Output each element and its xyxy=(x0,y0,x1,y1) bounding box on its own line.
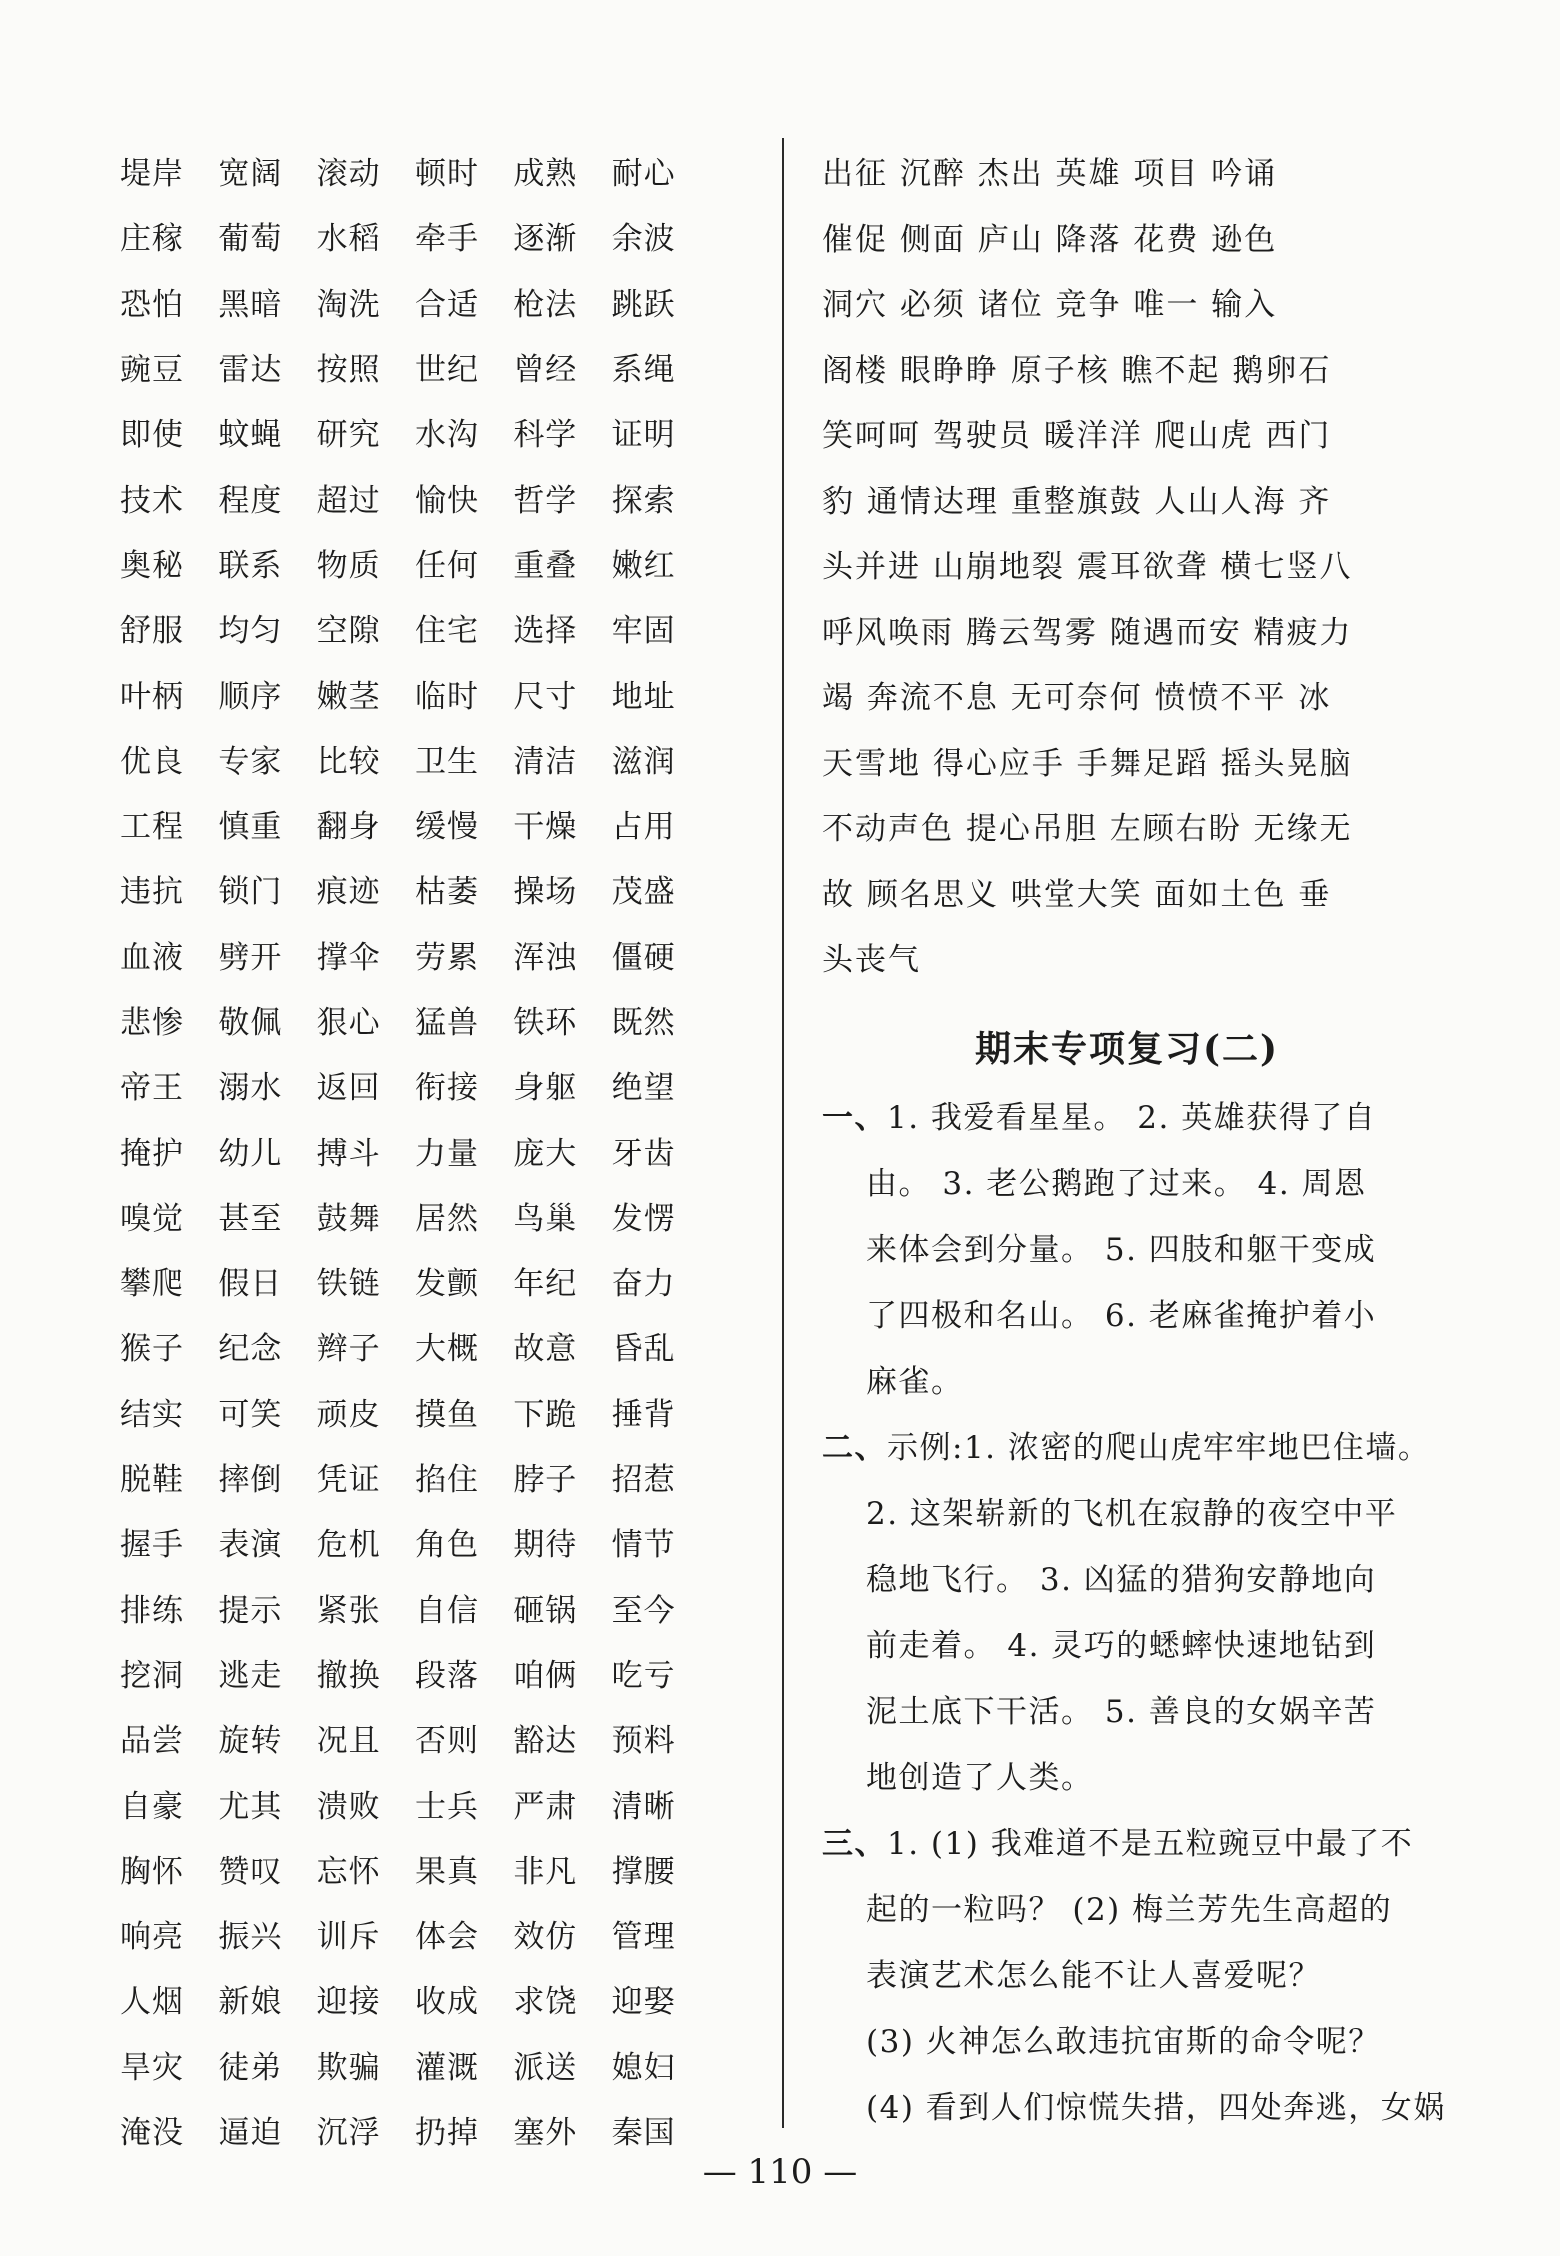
vocab-word: 顿时 xyxy=(414,156,479,193)
vocab-word: 溃败 xyxy=(316,1788,381,1825)
vocab-word: 狠心 xyxy=(316,1005,381,1041)
vocab-word: 超过 xyxy=(316,482,381,519)
answer-line: 1. (1) 我难道不是五粒豌豆中最了不 xyxy=(887,1826,1414,1862)
vocab-word: 咱俩 xyxy=(513,1657,578,1694)
vocab-word: 枪法 xyxy=(513,286,578,323)
vocab-word: 扔掉 xyxy=(414,2115,479,2152)
vocab-row xyxy=(120,1575,710,1640)
vocab-word: 提示 xyxy=(218,1592,283,1629)
vocab-word: 茂盛 xyxy=(611,874,676,911)
vocab-word: 段落 xyxy=(414,1657,479,1694)
vocab-word: 即使 xyxy=(120,417,184,454)
vocab-word: 滚动 xyxy=(316,156,381,193)
answer-line: 前走着。 4. 灵巧的蟋蟀快速地钻到 xyxy=(866,1628,1377,1664)
vocab-word: 系绳 xyxy=(611,352,676,389)
vocab-word: 嫩茎 xyxy=(316,678,381,715)
vocab-word: 逐渐 xyxy=(513,221,578,258)
vocab-word: 嗅觉 xyxy=(120,1200,184,1237)
vocab-row xyxy=(120,203,710,268)
vocab-word: 否则 xyxy=(414,1723,479,1760)
vocab-word: 招惹 xyxy=(611,1462,676,1499)
vocab-word: 振兴 xyxy=(218,1919,283,1956)
vocab-word: 黑暗 xyxy=(218,286,283,323)
vocab-word: 收成 xyxy=(414,1984,479,2021)
vocab-word: 耐心 xyxy=(611,156,676,193)
vocab-word: 自豪 xyxy=(120,1788,184,1825)
vocab-word: 管理 xyxy=(611,1919,676,1956)
answer-line: 地创造了人类。 xyxy=(866,1760,1094,1796)
vocab-word: 果真 xyxy=(414,1853,479,1890)
vocab-word: 媳妇 xyxy=(611,2049,676,2086)
idiom-line: 竭 奔流不息 无可奈何 愤愤不平 冰 xyxy=(822,680,1332,717)
vocab-word: 发颤 xyxy=(414,1266,479,1303)
vocab-word: 技术 xyxy=(120,482,184,519)
vocab-word: 鸟巢 xyxy=(513,1200,578,1237)
vocab-word: 自信 xyxy=(414,1592,479,1629)
vocab-word: 掩护 xyxy=(120,1135,184,1172)
vocab-word: 研究 xyxy=(316,417,381,454)
vocab-word: 迎接 xyxy=(316,1984,381,2021)
vocab-word: 大概 xyxy=(414,1331,479,1368)
vocab-word: 水稻 xyxy=(316,221,381,258)
vocab-word: 幼儿 xyxy=(218,1135,283,1172)
vocab-word: 昏乱 xyxy=(611,1331,676,1368)
vocab-row xyxy=(120,922,710,987)
answer-section-one xyxy=(822,1082,1432,1412)
vocab-word: 淘洗 xyxy=(316,286,381,323)
vocab-word: 牙齿 xyxy=(611,1135,676,1172)
vocab-word: 血液 xyxy=(120,939,184,976)
vocab-word: 选择 xyxy=(513,613,578,650)
vocab-word: 训斥 xyxy=(316,1919,381,1956)
page-number: — 110 — xyxy=(702,2152,858,2192)
vocab-word: 摔倒 xyxy=(218,1462,283,1499)
vocab-word: 返回 xyxy=(316,1070,381,1107)
vocab-word: 欺骗 xyxy=(316,2049,381,2086)
vocab-word: 派送 xyxy=(513,2049,578,2086)
vocab-row xyxy=(120,1117,710,1182)
vocab-word: 非凡 xyxy=(513,1853,578,1890)
section-number: 三、 xyxy=(822,1826,887,1862)
vocab-word: 况且 xyxy=(316,1723,381,1760)
vocab-word: 成熟 xyxy=(513,156,578,193)
answer-line: (4) 看到人们惊慌失措，四处奔逃，女娲 xyxy=(866,2090,1446,2126)
vocab-row xyxy=(120,1052,710,1117)
vocab-word: 攀爬 xyxy=(120,1266,184,1303)
vocab-row xyxy=(120,595,710,660)
vocab-row xyxy=(120,399,710,464)
vocab-word: 均匀 xyxy=(218,613,283,650)
answer-line: 2. 这架崭新的飞机在寂静的夜空中平 xyxy=(866,1496,1398,1532)
vocab-line: 阁楼 眼睁睁 原子核 瞧不起 鹅卵石 xyxy=(822,352,1332,389)
vocab-word: 淹没 xyxy=(120,2115,184,2152)
vocab-word: 干燥 xyxy=(513,809,578,846)
vocab-word: 人烟 xyxy=(120,1984,184,2021)
vocab-word: 劳累 xyxy=(414,939,479,976)
answer-section-three xyxy=(822,1808,1446,2138)
answer-section-two xyxy=(822,1412,1432,1808)
vocab-word: 翻身 xyxy=(316,809,381,846)
vocab-line: 出征 沉醉 杰出 英雄 项目 吟诵 xyxy=(822,156,1278,193)
vocab-row xyxy=(120,987,710,1052)
vocab-word: 庄稼 xyxy=(120,221,184,258)
vocab-word: 水沟 xyxy=(414,417,479,454)
vocab-word: 任何 xyxy=(414,547,479,584)
vocab-word: 灌溉 xyxy=(414,2049,479,2086)
answer-line: 示例:1. 浓密的爬山虎牢牢地巴住墙。 xyxy=(887,1430,1431,1466)
vocab-word: 痕迹 xyxy=(316,874,381,911)
vocab-word: 物质 xyxy=(316,547,381,584)
vocab-row xyxy=(120,791,710,856)
vocab-word: 甚至 xyxy=(218,1200,283,1237)
vocab-word: 愉快 xyxy=(414,482,479,519)
vocab-row xyxy=(120,1901,710,1966)
column-divider xyxy=(782,138,784,2128)
vocab-word: 尺寸 xyxy=(513,678,578,715)
idiom-line: 天雪地 得心应手 手舞足蹈 摇头晃脑 xyxy=(822,745,1353,782)
idiom-line: 呼风唤雨 腾云驾雾 随遇而安 精疲力 xyxy=(822,614,1353,651)
vocab-word: 忘怀 xyxy=(316,1853,381,1890)
answer-line: 起的一粒吗？ (2) 梅兰芳先生高超的 xyxy=(866,1892,1393,1928)
vocab-word: 慎重 xyxy=(218,809,283,846)
vocab-row xyxy=(120,1640,710,1705)
idiom-line: 不动声色 提心吊胆 左顾右盼 无缘无 xyxy=(822,811,1353,848)
vocab-word: 品尝 xyxy=(120,1723,184,1760)
vocab-word: 浑浊 xyxy=(513,939,578,976)
vocab-word: 葡萄 xyxy=(218,221,283,258)
vocab-word: 悲惨 xyxy=(120,1005,184,1041)
vocab-word: 角色 xyxy=(414,1527,479,1564)
vocab-word: 期待 xyxy=(513,1527,578,1564)
vocab-word: 占用 xyxy=(611,809,676,846)
vocab-word: 豌豆 xyxy=(120,352,184,389)
vocab-word: 体会 xyxy=(414,1919,479,1956)
vocab-word: 顺序 xyxy=(218,678,283,715)
vocab-word: 摸鱼 xyxy=(414,1396,479,1433)
vocab-row xyxy=(120,726,710,791)
vocab-word: 逼迫 xyxy=(218,2115,283,2152)
vocab-word: 居然 xyxy=(414,1200,479,1237)
vocab-word: 士兵 xyxy=(414,1788,479,1825)
idiom-line: 故 顾名思义 哄堂大笑 面如土色 垂 xyxy=(822,876,1332,913)
vocab-word: 旱灾 xyxy=(120,2049,184,2086)
vocab-line: 催促 侧面 庐山 降落 花费 逊色 xyxy=(822,221,1278,258)
vocab-word: 猛兽 xyxy=(414,1005,479,1041)
vocab-row xyxy=(120,2032,710,2097)
vocab-word: 优良 xyxy=(120,743,184,780)
vocab-word: 劈开 xyxy=(218,939,283,976)
vocab-word: 雷达 xyxy=(218,352,283,389)
vocab-word: 撑腰 xyxy=(611,1853,676,1890)
vocab-word: 滋润 xyxy=(611,743,676,780)
vocab-word: 脖子 xyxy=(513,1462,578,1499)
vocab-word: 空隙 xyxy=(316,613,381,650)
vocab-word: 枯萎 xyxy=(414,874,479,911)
vocab-word: 挖洞 xyxy=(120,1657,184,1694)
vocab-word: 至今 xyxy=(611,1592,676,1629)
vocab-row xyxy=(120,1183,710,1248)
vocab-word: 违抗 xyxy=(120,874,184,911)
vocab-word: 跳跃 xyxy=(611,286,676,323)
vocab-word: 专家 xyxy=(218,743,283,780)
vocab-word: 可笑 xyxy=(218,1396,283,1433)
vocab-word: 年纪 xyxy=(513,1266,578,1303)
vocab-word: 捶背 xyxy=(611,1396,676,1433)
vocab-word: 程度 xyxy=(218,482,283,519)
answer-line: 稳地飞行。 3. 凶猛的猎狗安静地向 xyxy=(866,1562,1377,1598)
vocab-word: 临时 xyxy=(414,678,479,715)
vocab-word: 身躯 xyxy=(513,1070,578,1107)
vocab-word: 危机 xyxy=(316,1527,381,1564)
answer-line: 表演艺术怎么能不让人喜爱呢？ xyxy=(866,1958,1321,1994)
vocab-word: 庞大 xyxy=(513,1135,578,1172)
vocab-word: 卫生 xyxy=(414,743,479,780)
answer-line: 麻雀。 xyxy=(866,1364,964,1400)
section-number: 二、 xyxy=(822,1430,887,1466)
vocab-word: 合适 xyxy=(414,286,479,323)
vocab-word: 余波 xyxy=(611,221,676,258)
vocab-word: 吃亏 xyxy=(611,1657,676,1694)
answer-line: 来体会到分量。 5. 四肢和躯干变成 xyxy=(866,1232,1377,1268)
vocab-row xyxy=(120,1770,710,1835)
vocab-word: 新娘 xyxy=(218,1984,283,2021)
vocab-word: 迎娶 xyxy=(611,1984,676,2021)
vocab-word: 紧张 xyxy=(316,1592,381,1629)
vocab-word: 曾经 xyxy=(513,352,578,389)
vocab-word: 纪念 xyxy=(218,1331,283,1368)
answer-line: 了四极和名山。 6. 老麻雀掩护着小 xyxy=(866,1298,1377,1334)
vocab-word: 叶柄 xyxy=(120,678,184,715)
vocab-row xyxy=(120,660,710,725)
vocab-word: 重叠 xyxy=(513,547,578,584)
vocab-word: 铁环 xyxy=(513,1005,578,1041)
vocab-word: 发愣 xyxy=(611,1200,676,1237)
vocab-word: 舒服 xyxy=(120,613,184,650)
vocab-word: 地址 xyxy=(611,678,676,715)
vocab-word: 力量 xyxy=(414,1135,479,1172)
vocab-word: 鼓舞 xyxy=(316,1200,381,1237)
vocab-word: 比较 xyxy=(316,743,381,780)
vocab-word: 绝望 xyxy=(611,1070,676,1107)
vocab-word: 假日 xyxy=(218,1266,283,1303)
vocab-word: 响亮 xyxy=(120,1919,184,1956)
vocab-word: 表演 xyxy=(218,1527,283,1564)
vocab-word: 敬佩 xyxy=(218,1005,283,1041)
vocab-row xyxy=(120,856,710,921)
vocab-word: 奋力 xyxy=(611,1266,676,1303)
vocab-word: 探索 xyxy=(611,482,676,519)
vocab-word: 僵硬 xyxy=(611,939,676,976)
vocab-word: 清晰 xyxy=(611,1788,676,1825)
vocab-word: 赞叹 xyxy=(218,1853,283,1890)
vocab-word: 哲学 xyxy=(513,482,578,519)
vocab-row xyxy=(120,1836,710,1901)
vocab-word: 既然 xyxy=(611,1005,676,1041)
vocab-word: 住宅 xyxy=(414,613,479,650)
vocab-word: 秦国 xyxy=(611,2115,676,2152)
vocab-word: 尤其 xyxy=(218,1788,283,1825)
vocab-row xyxy=(120,138,710,203)
vocab-word: 严肃 xyxy=(513,1788,578,1825)
vocab-word: 预料 xyxy=(611,1723,676,1760)
vocab-row xyxy=(120,1966,710,2031)
vocab-grid xyxy=(120,138,710,2162)
vocab-word: 恐怕 xyxy=(120,286,184,323)
vocab-word: 证明 xyxy=(611,417,676,454)
vocab-word: 结实 xyxy=(120,1396,184,1433)
vocab-row xyxy=(120,464,710,529)
answer-line: 1. 我爱看星星。 2. 英雄获得了自 xyxy=(887,1100,1377,1136)
vocab-word: 撑伞 xyxy=(316,939,381,976)
idiom-line: 豹 通情达理 重整旗鼓 人山人海 齐 xyxy=(822,483,1332,520)
vocab-line: 洞穴 必须 诸位 竞争 唯一 输入 xyxy=(822,287,1278,324)
vocab-row xyxy=(120,1705,710,1770)
vocab-word: 凭证 xyxy=(316,1462,381,1499)
vocab-word: 掐住 xyxy=(414,1462,479,1499)
idiom-line: 头并进 山崩地裂 震耳欲聋 横七竖八 xyxy=(822,549,1353,586)
vocab-word: 徒弟 xyxy=(218,2049,283,2086)
vocab-word: 世纪 xyxy=(414,352,479,389)
vocab-row xyxy=(120,1379,710,1444)
vocab-word: 蚊蝇 xyxy=(218,417,283,454)
section-title: 期末专项复习(二) xyxy=(974,1027,1280,1070)
vocab-word: 效仿 xyxy=(513,1919,578,1956)
vocab-word: 按照 xyxy=(316,352,381,389)
vocab-row xyxy=(120,1444,710,1509)
vocab-row xyxy=(120,1313,710,1378)
answer-line: 泥土底下干活。 5. 善良的女娲辛苦 xyxy=(866,1694,1377,1730)
section-number: 一、 xyxy=(822,1100,887,1136)
vocab-word: 握手 xyxy=(120,1527,184,1564)
vocab-word: 豁达 xyxy=(513,1723,578,1760)
idiom-line: 头丧气 xyxy=(822,942,921,979)
vocab-word: 故意 xyxy=(513,1331,578,1368)
vocab-row xyxy=(120,1248,710,1313)
vocab-word: 清洁 xyxy=(513,743,578,780)
right-column xyxy=(822,138,1446,2138)
vocab-word: 砸锅 xyxy=(513,1592,578,1629)
vocab-word: 锁门 xyxy=(218,874,283,911)
vocab-word: 求饶 xyxy=(513,1984,578,2021)
vocab-word: 联系 xyxy=(218,547,283,584)
vocab-word: 铁链 xyxy=(316,1266,381,1303)
vocab-word: 奥秘 xyxy=(120,547,184,584)
vocab-word: 胸怀 xyxy=(120,1853,184,1890)
vocab-word: 科学 xyxy=(513,417,578,454)
vocab-word: 帝王 xyxy=(120,1070,184,1107)
vocab-word: 排练 xyxy=(120,1592,184,1629)
vocab-word: 宽阔 xyxy=(218,156,283,193)
vocab-word: 牵手 xyxy=(414,221,479,258)
vocab-word: 搏斗 xyxy=(316,1135,381,1172)
vocab-word: 衔接 xyxy=(414,1070,479,1107)
vocab-word: 溺水 xyxy=(218,1070,283,1107)
answer-line: (3) 火神怎么敢违抗宙斯的命令呢？ xyxy=(866,2024,1381,2060)
vocab-word: 操场 xyxy=(513,874,578,911)
vocab-word: 辫子 xyxy=(316,1331,381,1368)
vocab-row xyxy=(120,269,710,334)
answer-line: 由。 3. 老公鹅跑了过来。 4. 周恩 xyxy=(866,1166,1367,1202)
vocab-word: 逃走 xyxy=(218,1657,283,1694)
vocab-row xyxy=(120,530,710,595)
vocab-word: 缓慢 xyxy=(414,809,479,846)
vocab-word: 撤换 xyxy=(316,1657,381,1694)
vocab-row xyxy=(120,1509,710,1574)
vocab-row xyxy=(120,334,710,399)
vocab-word: 脱鞋 xyxy=(120,1462,184,1499)
vocab-line: 笑呵呵 驾驶员 暖洋洋 爬山虎 西门 xyxy=(822,418,1332,455)
vocab-word: 下跪 xyxy=(513,1396,578,1433)
vocab-word: 情节 xyxy=(611,1527,676,1564)
vocab-word: 堤岸 xyxy=(120,156,184,193)
vocab-word: 嫩红 xyxy=(611,547,676,584)
vocab-word: 猴子 xyxy=(120,1331,184,1368)
vocab-word: 旋转 xyxy=(218,1723,283,1760)
vocab-word: 顽皮 xyxy=(316,1396,381,1433)
vocab-word: 沉浮 xyxy=(316,2115,381,2152)
vocab-word: 塞外 xyxy=(513,2115,578,2152)
vocab-word: 牢固 xyxy=(611,613,676,650)
vocab-word: 工程 xyxy=(120,809,184,846)
